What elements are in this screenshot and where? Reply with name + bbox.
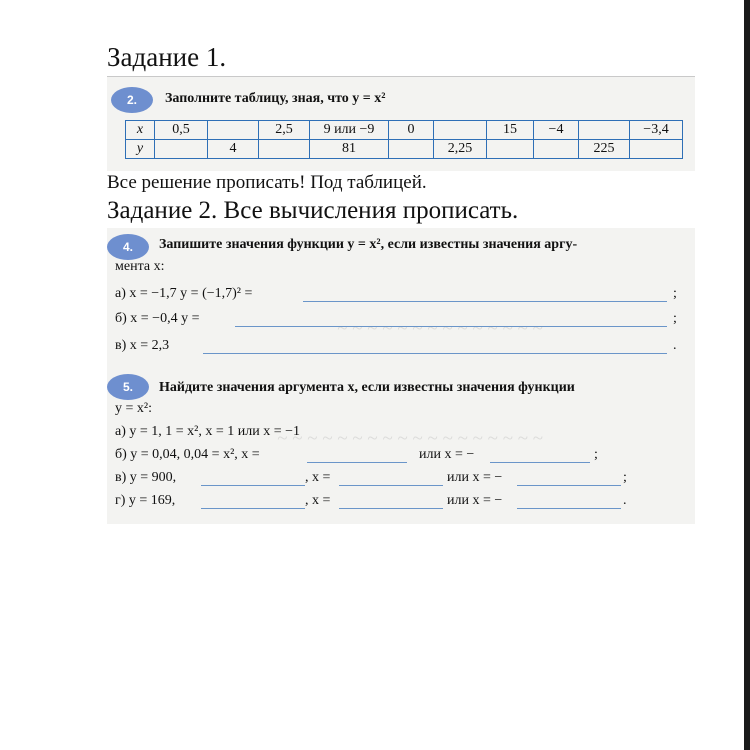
exercise5-item-c-or: или x = −: [447, 470, 503, 485]
table-cell: [259, 140, 310, 159]
task1-heading: Задание 1.: [107, 42, 227, 72]
page-edge-bar: [744, 0, 750, 750]
item-end-mark: ;: [673, 311, 677, 326]
table-cell: [389, 140, 434, 159]
table-cell: [208, 121, 259, 140]
item-end-mark: ;: [673, 286, 677, 301]
table-cell: 15: [487, 121, 534, 140]
answer-line: [339, 508, 443, 509]
answer-line: [490, 462, 590, 463]
task2-scan: [107, 228, 695, 524]
table-cell: 2,5: [259, 121, 310, 140]
answer-line: [203, 353, 667, 354]
answer-line: [517, 485, 621, 486]
table-cell: [630, 140, 683, 159]
table-cell: 9 или −9: [310, 121, 389, 140]
exercise4-instruction-line2: мента x:: [115, 259, 165, 274]
exercise-number-badge: 4.: [107, 234, 149, 260]
exercise5-instruction-line1: Найдите значения аргумента x, если известны значения функции: [159, 380, 575, 395]
table-cell: 225: [579, 140, 630, 159]
exercise5-item-a: а) y = 1, 1 = x², x = 1 или x = −1: [115, 424, 301, 439]
table-cell: [434, 121, 487, 140]
exercise5-item-b-or: или x = −: [419, 447, 475, 462]
task1-instruction: Заполните таблицу, зная, что y = x²: [165, 91, 386, 106]
table-cell: [487, 140, 534, 159]
table-cell: [579, 121, 630, 140]
exercise4-item-a: а) x = −1,7 y = (−1,7)² =: [115, 286, 253, 301]
bleed-through-text: ~ ~ ~ ~ ~ ~ ~ ~ ~ ~ ~ ~ ~ ~: [337, 318, 543, 339]
answer-line: [201, 508, 305, 509]
table-header-y: y: [126, 140, 155, 159]
table-cell: 81: [310, 140, 389, 159]
exercise4-item-c: в) x = 2,3: [115, 338, 170, 353]
exercise5-item-d: г) y = 169,: [115, 493, 176, 508]
task1-scan: [107, 76, 695, 171]
answer-line: [201, 485, 305, 486]
exercise5-item-d-x: , x =: [305, 493, 331, 508]
table-cell: [534, 140, 579, 159]
exercise-number-badge: 5.: [107, 374, 149, 400]
exercise4-instruction-line1: Запишите значения функции y = x², если известны значения аргу-: [159, 237, 578, 252]
table-row-x: [126, 121, 683, 140]
table-row-y: [126, 140, 683, 159]
task1-note: Все решение прописать! Под таблицей.: [107, 172, 427, 193]
exercise5-item-c: в) y = 900,: [115, 470, 177, 485]
bleed-through-text: ~ ~ ~ ~ ~ ~ ~ ~ ~ ~ ~ ~ ~ ~ ~ ~ ~ ~: [277, 428, 543, 449]
answer-line: [235, 326, 667, 327]
table-cell: 0,5: [155, 121, 208, 140]
answer-line: [339, 485, 443, 486]
exercise4-item-b: б) x = −0,4 y =: [115, 311, 200, 326]
item-end-mark: .: [623, 493, 627, 508]
answer-line: [303, 301, 667, 302]
table-cell: [155, 140, 208, 159]
item-end-mark: .: [673, 338, 677, 353]
exercise5-item-c-x: , x =: [305, 470, 331, 485]
squares-table: [125, 120, 683, 159]
item-end-mark: ;: [623, 470, 627, 485]
table-cell: 4: [208, 140, 259, 159]
table-cell: 0: [389, 121, 434, 140]
exercise5-item-d-or: или x = −: [447, 493, 503, 508]
answer-line: [517, 508, 621, 509]
table-cell: −4: [534, 121, 579, 140]
table-header-x: x: [126, 121, 155, 140]
answer-line: [307, 462, 407, 463]
exercise5-item-b: б) y = 0,04, 0,04 = x², x =: [115, 447, 260, 462]
task2-heading: Задание 2. Все вычисления прописать.: [107, 197, 519, 224]
table-cell: 2,25: [434, 140, 487, 159]
exercise5-instruction-line2: y = x²:: [115, 401, 152, 416]
item-end-mark: ;: [594, 447, 598, 462]
table-cell: −3,4: [630, 121, 683, 140]
exercise-number-badge: 2.: [111, 87, 153, 113]
